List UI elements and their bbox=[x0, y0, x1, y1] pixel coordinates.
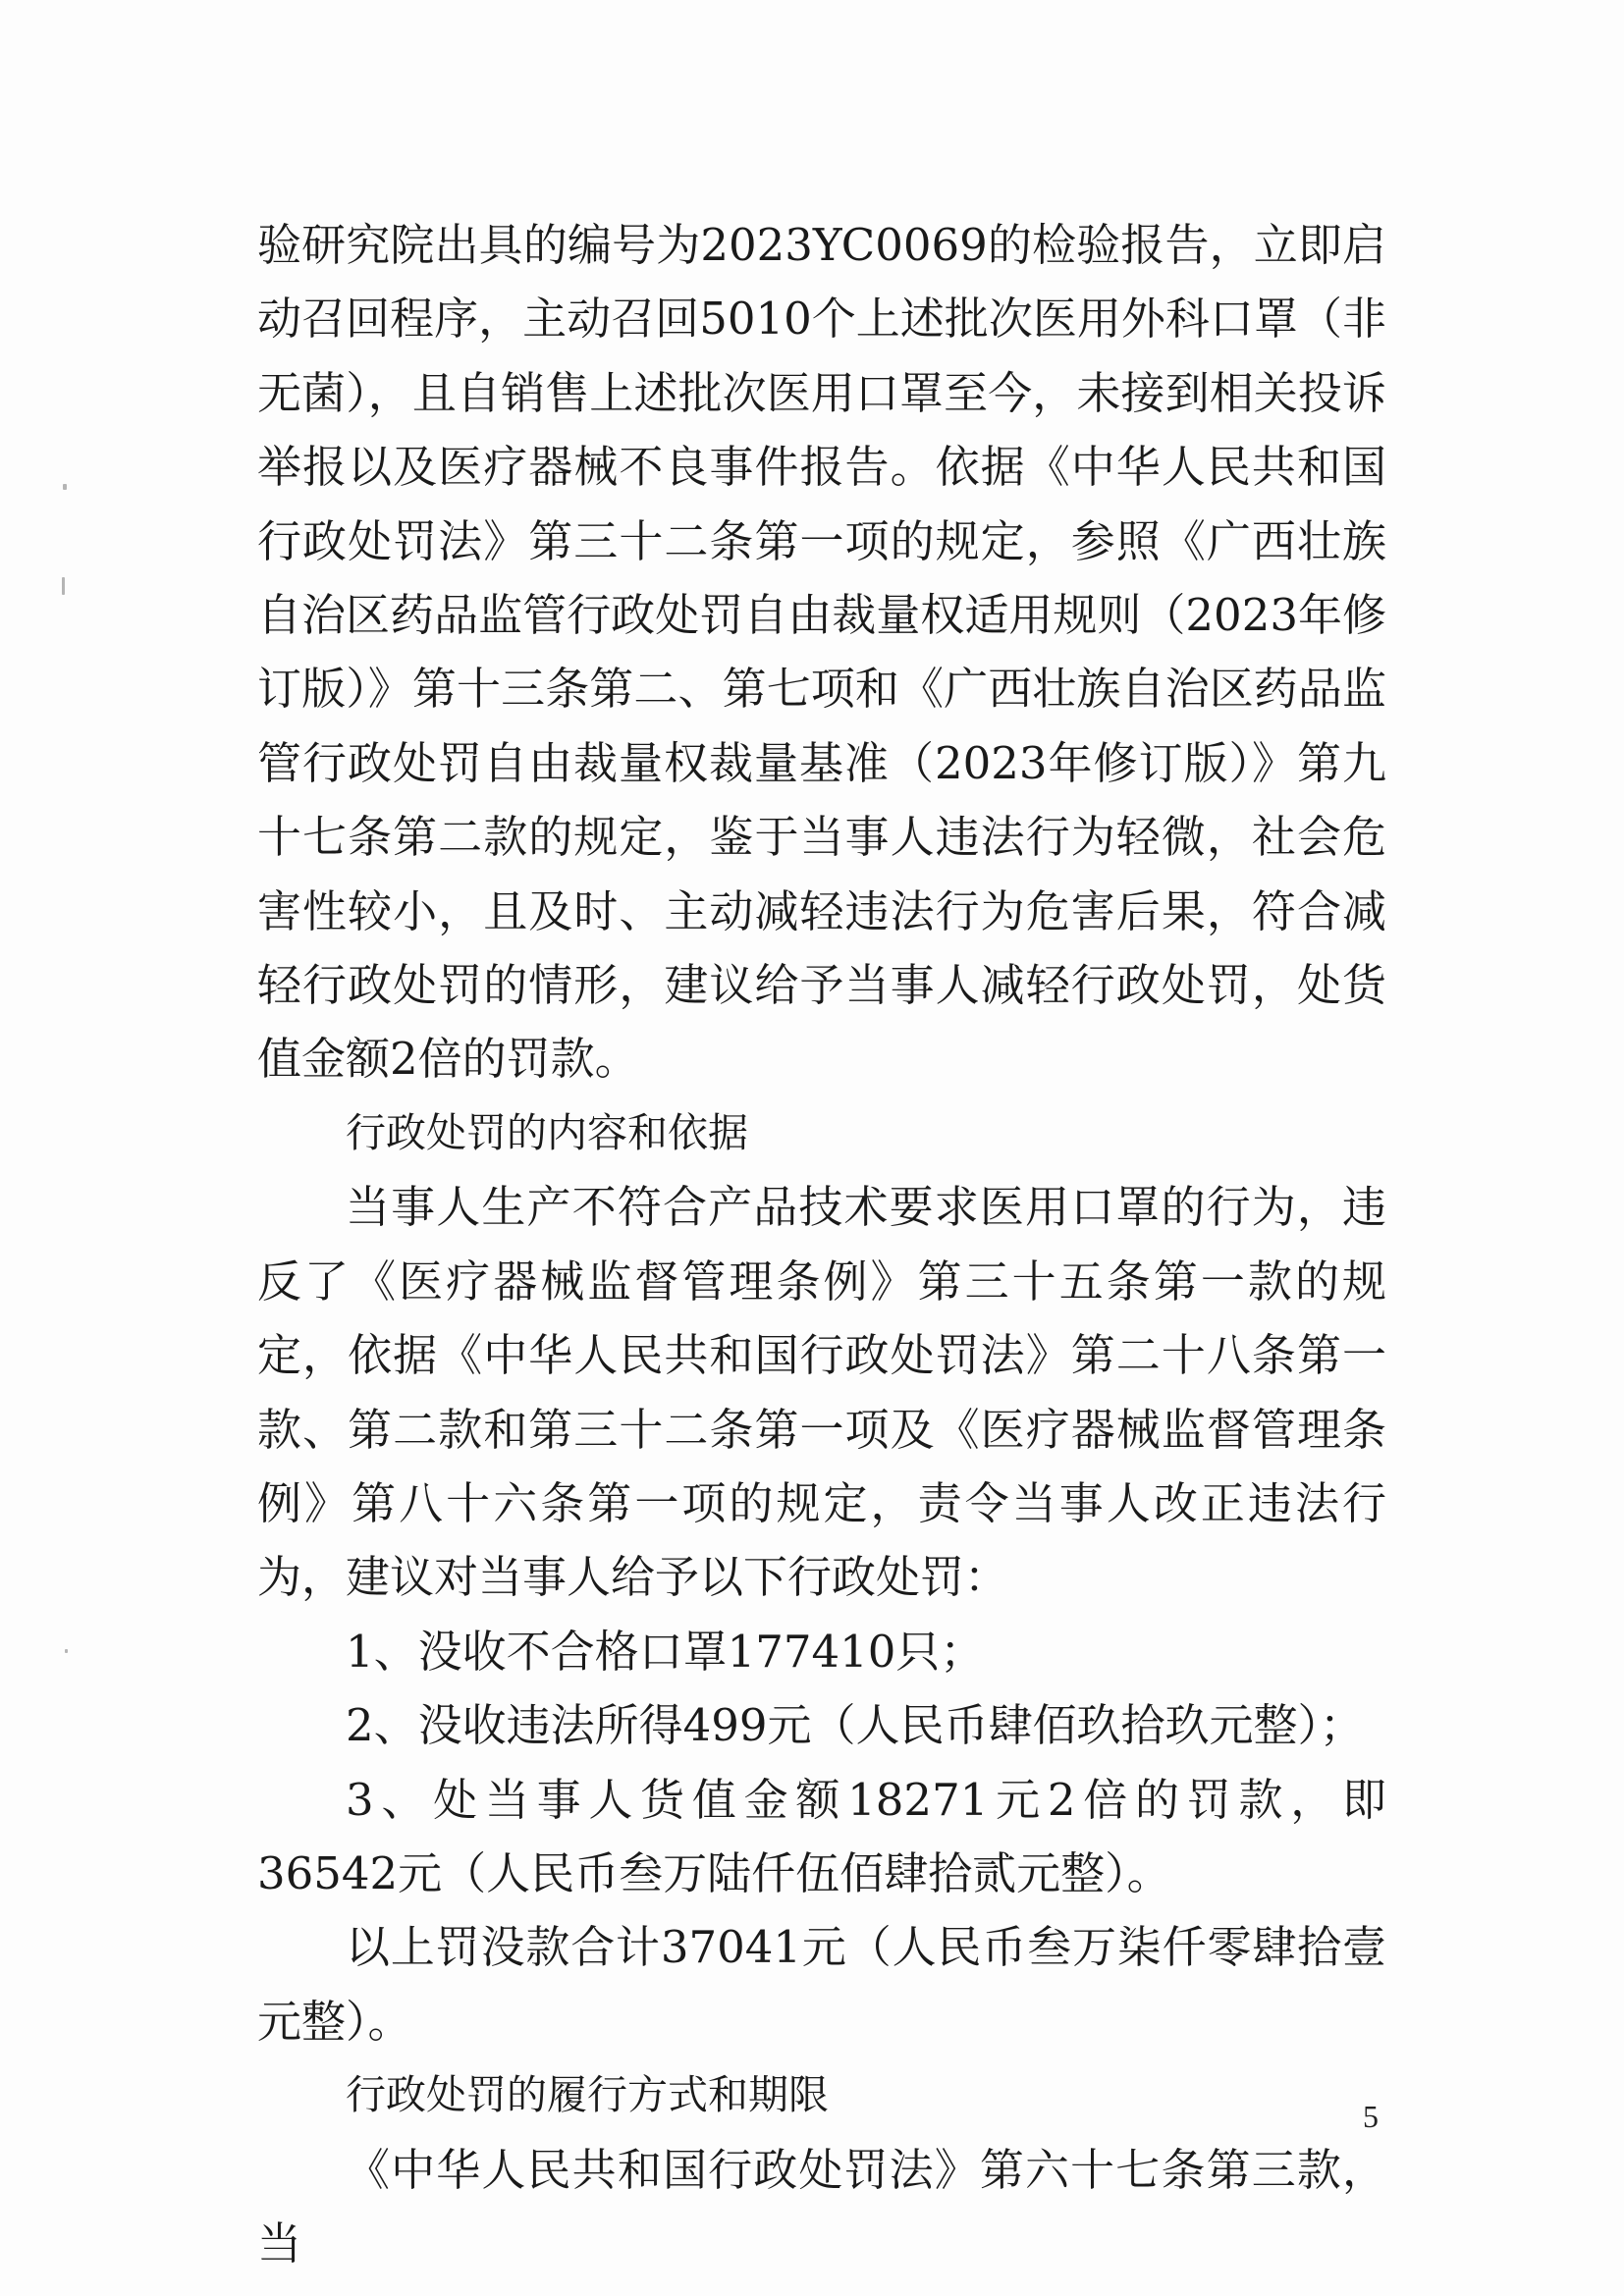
paragraph: 当事人生产不符合产品技术要求医用口罩的行为，违反了《医疗器械监督管理条例》第三十五条第一款的规定，依据《中华人民共和国行政处罚法》第二十八条第一款、第二款和第三十二条第一项及《医疗器械监督管理条例》第八十六条第一项的规定，责令当事人改正违法行为，建议对当事人给予以下行政处罚： bbox=[257, 1181, 1386, 1604]
paragraph: 《中华人民共和国行政处罚法》第六十七条第三款，当 bbox=[257, 2143, 1386, 2269]
section-heading: 行政处罚的履行方式和期限 bbox=[346, 2071, 829, 2119]
document-body bbox=[257, 208, 1386, 2280]
paragraph: 以上罚没款合计37041元（人民币叁万柒仟零肆拾壹元整）。 bbox=[257, 1921, 1386, 2048]
scan-speck bbox=[62, 577, 65, 595]
scan-speck bbox=[63, 484, 67, 490]
scan-speck bbox=[65, 1649, 68, 1653]
section-heading: 行政处罚的内容和依据 bbox=[346, 1108, 748, 1156]
paragraph: 验研究院出具的编号为2023YC0069的检验报告，立即启动召回程序，主动召回5010个上述批次医用外科口罩（非无菌），且自销售上述批次医用口罩至今，未接到相关投诉举报以及医疗器械不良事件报告。依据《中华人民共和国行政处罚法》第三十二条第一项的规定，参照《广西壮族自治区药品监管行政处罚自由裁量权适用规则（2023年修订版）》第十三条第二、第七项和《广西壮族自治区药品监管行政处罚自由裁量权裁量基准（2023年修订版）》第九十七条第二款的规定，鉴于当事人违法行为轻微，社会危害性较小，且及时、主动减轻违法行为危害后果，符合减轻行政处罚的情形，建议给予当事人减轻行政处罚，处货值金额2倍的罚款。 bbox=[257, 219, 1386, 1086]
list-item: 1、没收不合格口罩177410只； bbox=[346, 1625, 985, 1678]
page-number: 5 bbox=[1363, 2099, 1379, 2134]
list-item: 3、处当事人货值金额18271元2倍的罚款，即36542元（人民币叁万陆仟伍佰肆拾贰元整）。 bbox=[257, 1773, 1386, 1899]
list-item: 2、没收违法所得499元（人民币肆佰玖拾玖元整）； bbox=[346, 1699, 1365, 1752]
